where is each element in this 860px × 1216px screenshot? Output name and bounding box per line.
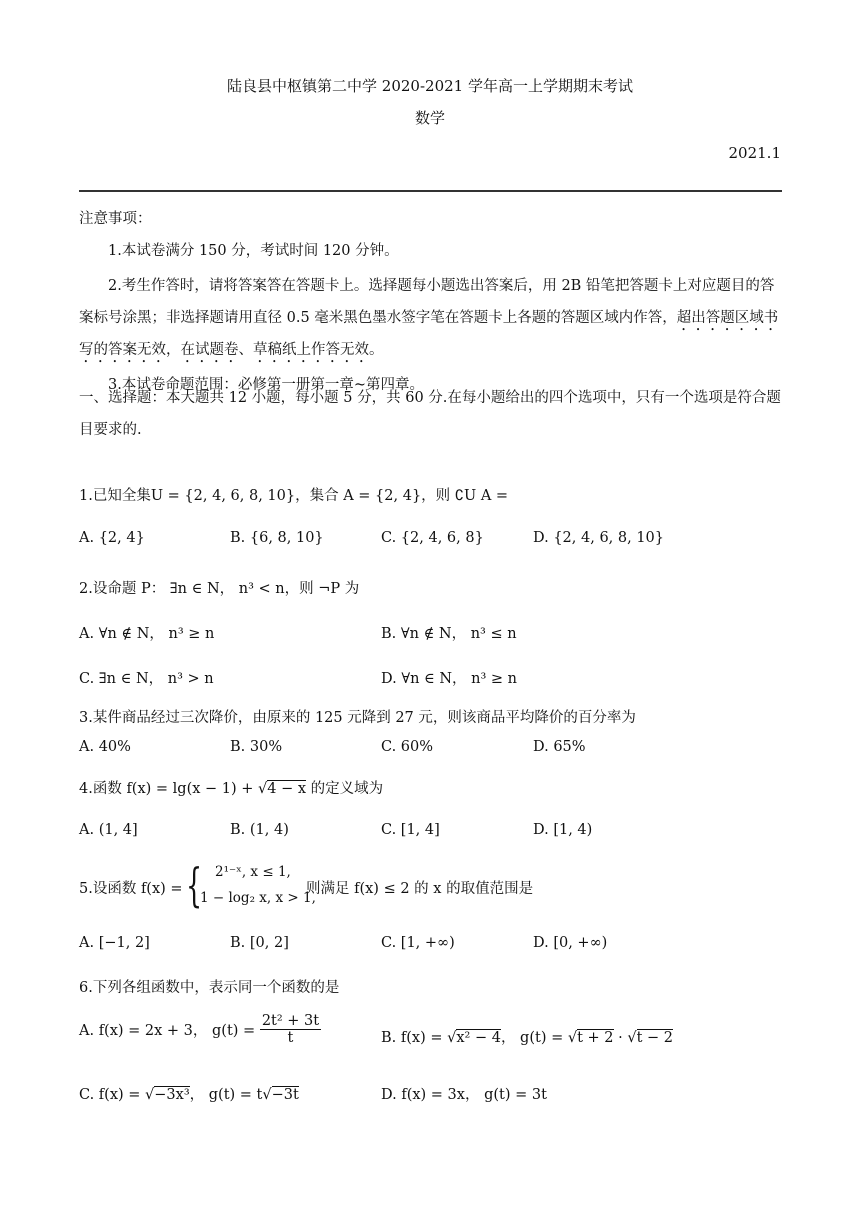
question-5-stem-label: 5.设函数 f(x) = (79, 881, 183, 897)
question-6-option-b-mid: ， g(t) = (500, 1030, 568, 1046)
exam-date: 2021.1 (728, 144, 781, 162)
question-6-option-b-radicand-1: x² − 4 (456, 1030, 501, 1046)
question-4-option-d: D. [1, 4) (533, 822, 593, 838)
question-3-option-a: A. 40% (79, 739, 131, 755)
question-4-option-b: B. (1, 4) (230, 822, 289, 838)
question-5-option-b: B. [0, 2] (230, 935, 289, 951)
note-item-2-emphasis: 超出答题区域书写的答案无效，在试题卷、草稿纸上作答无效 (79, 310, 779, 358)
question-2-option-a: A. ∀n ∉ N， n³ ≥ n (79, 626, 215, 642)
question-6-option-c-text: C. f(x) = (79, 1087, 146, 1103)
question-6-option-b-dot: · (613, 1030, 628, 1046)
question-1-stem: 1.已知全集U = {2, 4, 6, 8, 10}，集合 A = {2, 4}，则 ∁U A = (79, 488, 509, 504)
question-6-option-b-text: B. f(x) = (381, 1030, 448, 1046)
section-1-intro (79, 382, 782, 446)
question-6-option-c-radicand-1: −3x³ (154, 1087, 190, 1103)
note-item-3: 3.本试卷命题范围：必修第一册第一章~第四章。 (108, 377, 424, 393)
question-5-case-1: 2¹⁻ˣ, x ≤ 1, (215, 864, 291, 880)
question-5-option-c: C. [1, +∞) (381, 935, 455, 951)
notes-heading: 注意事项： (79, 211, 152, 227)
question-5-case-2: 1 − log₂ x, x > 1, (200, 890, 316, 906)
exam-subject: 数学 (414, 109, 445, 127)
question-5-stem-end: 则满足 f(x) ≤ 2 的 x 的取值范围是 (306, 881, 534, 897)
question-1-option-c: C. {2, 4, 6, 8} (381, 530, 484, 546)
question-4-stem-end: 的定义域为 (306, 781, 384, 797)
question-6-option-b-radicand-2: t + 2 (577, 1030, 614, 1046)
question-6-option-c: C. f(x) = √−3x³， g(t) = t√−3t (79, 1087, 299, 1103)
question-2-option-c: C. ∃n ∈ N， n³ > n (79, 671, 214, 687)
question-4-stem-text: 4.函数 f(x) = lg(x − 1) + (79, 781, 259, 797)
fraction-numerator: 2t² + 3t (261, 1013, 320, 1029)
note-item-2 (79, 270, 782, 366)
question-6-option-a-fraction (260, 1013, 321, 1046)
question-3-option-b: B. 30% (230, 739, 283, 755)
question-3-stem: 3.某件商品经过三次降价，由原来的 125 元降到 27 元，则该商品平均降价的百分率为 (79, 710, 636, 726)
question-4-option-a: A. (1, 4] (79, 822, 138, 838)
question-2-option-d: D. ∀n ∈ N， n³ ≥ n (381, 671, 518, 687)
note-item-2-end: 。 (369, 342, 384, 358)
question-4-radicand: 4 − x (267, 781, 307, 797)
question-1-option-b: B. {6, 8, 10} (230, 530, 324, 546)
question-1-option-d: D. {2, 4, 6, 8, 10} (533, 530, 665, 546)
question-5-option-a: A. [−1, 2] (79, 935, 150, 951)
question-6-option-b: B. f(x) = √x² − 4， g(t) = √t + 2 · √t − 2 (381, 1030, 674, 1046)
question-3-option-d: D. 65% (533, 739, 586, 755)
question-2-stem: 2.设命题 P： ∃n ∈ N， n³ < n，则 ¬P 为 (79, 581, 360, 597)
question-6-option-b-radicand-3: t − 2 (636, 1030, 674, 1046)
question-6-option-c-mid: ， g(t) = t (189, 1087, 263, 1103)
fraction-denominator: t (287, 1030, 294, 1046)
note-item-1: 1.本试卷满分 150 分，考试时间 120 分钟。 (108, 243, 399, 259)
question-6-option-d: D. f(x) = 3x， g(t) = 3t (381, 1087, 547, 1103)
question-3-option-c: C. 60% (381, 739, 434, 755)
question-1-option-a: A. {2, 4} (79, 530, 145, 546)
question-6-stem: 6.下列各组函数中，表示同一个函数的是 (79, 980, 340, 996)
section-1-intro-text: 一、选择题：本大题共 12 小题，每小题 5 分，共 60 分.在每小题给出的四个选项中，只有一个选项是符合题目要求的. (79, 390, 781, 438)
question-6-option-c-radicand-2: −3t (271, 1087, 299, 1103)
question-4-option-c: C. [1, 4] (381, 822, 440, 838)
exam-title: 陆良县中枢镇第二中学 2020-2021 学年高一上学期期末考试 (227, 77, 633, 95)
question-6-option-a-text: A. f(x) = 2x + 3， g(t) = (79, 1023, 260, 1039)
question-5-brace: { (186, 858, 203, 912)
question-2-option-b: B. ∀n ∉ N， n³ ≤ n (381, 626, 517, 642)
question-4-stem: 4.函数 f(x) = lg(x − 1) + √4 − x 的定义域为 (79, 781, 384, 797)
question-5-option-d: D. [0, +∞) (533, 935, 608, 951)
header-divider (79, 190, 782, 192)
question-6-option-a (79, 1013, 321, 1046)
note-item-2-text: 2.考生作答时，请将答案答在答题卡上。选择题每小题选出答案后，用 2B 铅笔把答题卡上对应题目的答案标号涂黑；非选择题请用直径 0.5 毫米黑色墨水签字笔在答题卡上各题的答题区域内作答， (79, 278, 775, 326)
